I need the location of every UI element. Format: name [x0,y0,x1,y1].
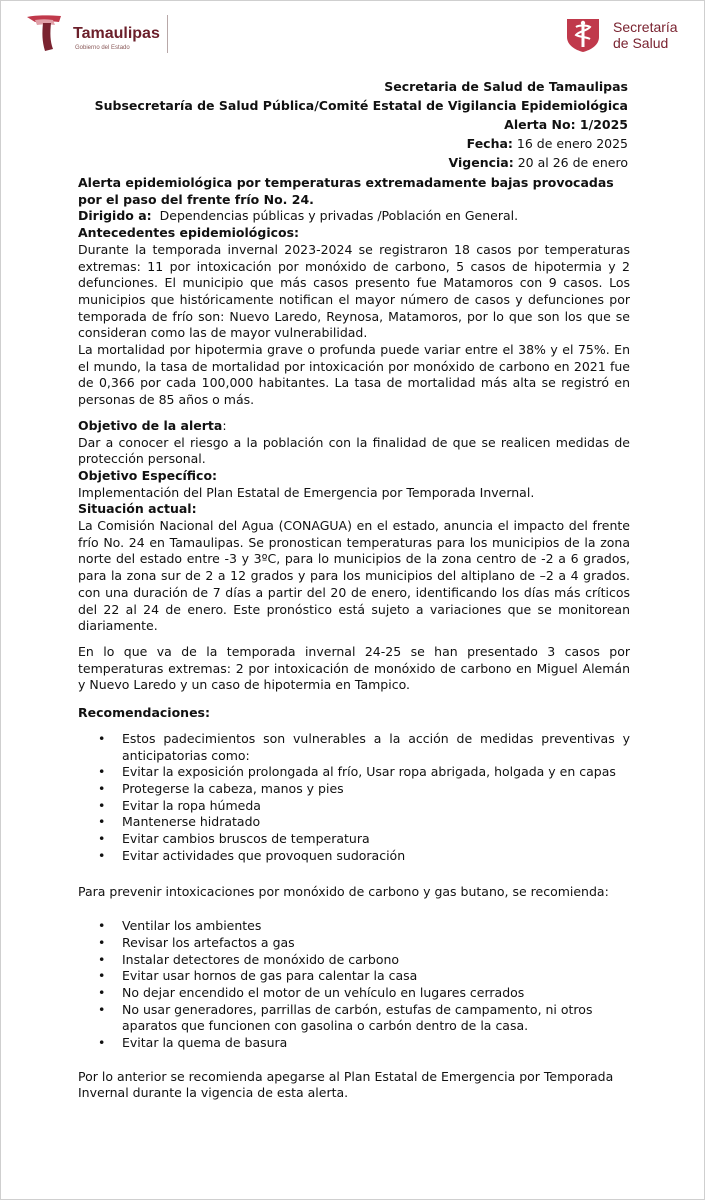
list-item: • Evitar actividades que provoquen sudoración [78,848,630,865]
header-org: Secretaria de Salud de Tamaulipas [384,79,628,94]
logo-divider [167,15,168,53]
health-caduceus-icon [565,15,605,53]
list-item: • Ventilar los ambientes [78,918,630,935]
situacion-paragraph-1: La Comisión Nacional del Agua (CONAGUA) en el estado, anuncia el impacto del frente frío No. 24 en Tamaulipas. Se pronostican temperaturas para los municipios de la zona norte del estado entre -3 y 3ºC, para lo municipios de la zona centro de -2 a 6 grados, para la zona sur de 2 a 12 grados y para los municipios del altiplano de –2 a 4 grados. con una duración de 7 días a partir del 20 de enero, identificando los días más críticos del 22 al 24 de enero. Este pronóstico está sujeto a variaciones que se monitorean diariamente. [78,518,630,634]
list-item: • Mantenerse hidratado [78,814,630,831]
objetivo-paragraph: Dar a conocer el riesgo a la población con la finalidad de que se realicen medidas de protección personal. [78,434,630,467]
list-item: • Instalar detectores de monóxido de carbono [78,952,630,969]
objetivo-especifico-paragraph: Implementación del Plan Estatal de Emergencia por Temporada Invernal. [78,484,535,500]
recomendaciones-heading: Recomendaciones: [78,705,210,721]
list-item: • Evitar la quema de basura [78,1035,630,1052]
alert-title: Alerta epidemiológica por temperaturas extremadamente bajas provocadas por el paso del frente frío No. 24. [78,175,614,207]
header-fecha [95,134,628,153]
tamaulipas-brand-text: Tamaulipas [73,25,160,42]
list-item: • Evitar la exposición prolongada al frío, Usar ropa abrigada, holgada y en capas [78,764,630,781]
closing-paragraph: Por lo anterior se recomienda apegarse al Plan Estatal de Emergencia por Temporada Invernal durante la vigencia de esta alerta. [78,1068,614,1101]
de-salud-text: de Salud [613,35,669,51]
dirigido-value: Dependencias públicas y privadas /Población en General. [159,208,519,224]
situacion-heading: Situación actual: [78,501,197,517]
list-item: • No usar generadores, parrillas de carbón, estufas de campamento, ni otros aparatos que funcionen con gasolina o carbón dentro de la casa. [78,1002,630,1035]
document-body [78,175,630,1102]
secretaria-text: Secretaría [613,19,678,35]
vigencia-label: Vigencia: [448,155,514,170]
objetivo-colon: : [222,417,227,433]
list-item: • Estos padecimientos son vulnerables a la acción de medidas preventivas y anticipatorias como: [78,731,630,764]
list-item: • Revisar los artefactos a gas [78,935,630,952]
co-intro-paragraph: Para prevenir intoxicaciones por monóxido de carbono y gas butano, se recomienda: [78,884,609,900]
list-item: • Protegerse la cabeza, manos y pies [78,781,630,798]
tamaulipas-emblem-icon [25,13,71,53]
list-item: • No dejar encendido el motor de un vehículo en lugares cerrados [78,985,630,1002]
recomendaciones-list [78,731,630,865]
antecedentes-heading: Antecedentes epidemiológicos: [78,225,300,241]
fecha-label: Fecha: [466,136,513,151]
list-item: • Evitar cambios bruscos de temperatura [78,831,630,848]
objetivo-especifico-heading: Objetivo Específico: [78,467,218,483]
header-suborg: Subsecretaría de Salud Pública/Comité Estatal de Vigilancia Epidemiológica [94,98,628,113]
co-recomendaciones-list [78,918,630,1052]
tamaulipas-logo [25,13,175,57]
secretaria-salud-logo [565,15,685,55]
dirigido-label: Dirigido a: [78,208,152,224]
tamaulipas-sub-text: Gobierno del Estado [75,45,130,51]
objetivo-line [78,418,630,435]
list-item: • Evitar usar hornos de gas para calentar la casa [78,968,630,985]
situacion-paragraph-2: En lo que va de la temporada invernal 24-25 se han presentado 3 casos por temperaturas extremas: 2 por intoxicación de monóxido de carbono en Miguel Alemán y Nuevo Laredo y un caso de hipotermia en Tampico. [78,643,630,693]
list-item: • Evitar la ropa húmeda [78,798,630,815]
antecedentes-paragraph-1: Durante la temporada invernal 2023-2024 se registraron 18 casos por temperaturas extremas: 11 por intoxicación por monóxido de carbono, 5 casos de hipotermia y 2 defunciones. El municipio que más casos presento fue Matamoros con 9 casos. Los municipios que históricamente notifican el mayor número de casos y defunciones por temporada de frío son: Nuevo Laredo, Reynosa, Matamoros, por lo que son los que se consideran como las de mayor vulnerabilidad. [78,241,630,341]
dirigido-line [78,208,630,225]
document-header [95,77,628,172]
objetivo-heading: Objetivo de la alerta [78,417,223,433]
header-alert-no: Alerta No: 1/2025 [504,117,628,132]
fecha-value: 16 de enero 2025 [516,136,628,151]
antecedentes-paragraph-2: La mortalidad por hipotermia grave o profunda puede variar entre el 38% y el 75%. En el mundo, la tasa de mortalidad por intoxicación por monóxido de carbono en 2021 fue de 0,366 por cada 100,000 habitantes. La tasa de mortalidad más alta se registró en personas de 85 años o más. [78,342,630,408]
header-vigencia [95,153,628,172]
vigencia-value: 20 al 26 de enero [517,155,628,170]
